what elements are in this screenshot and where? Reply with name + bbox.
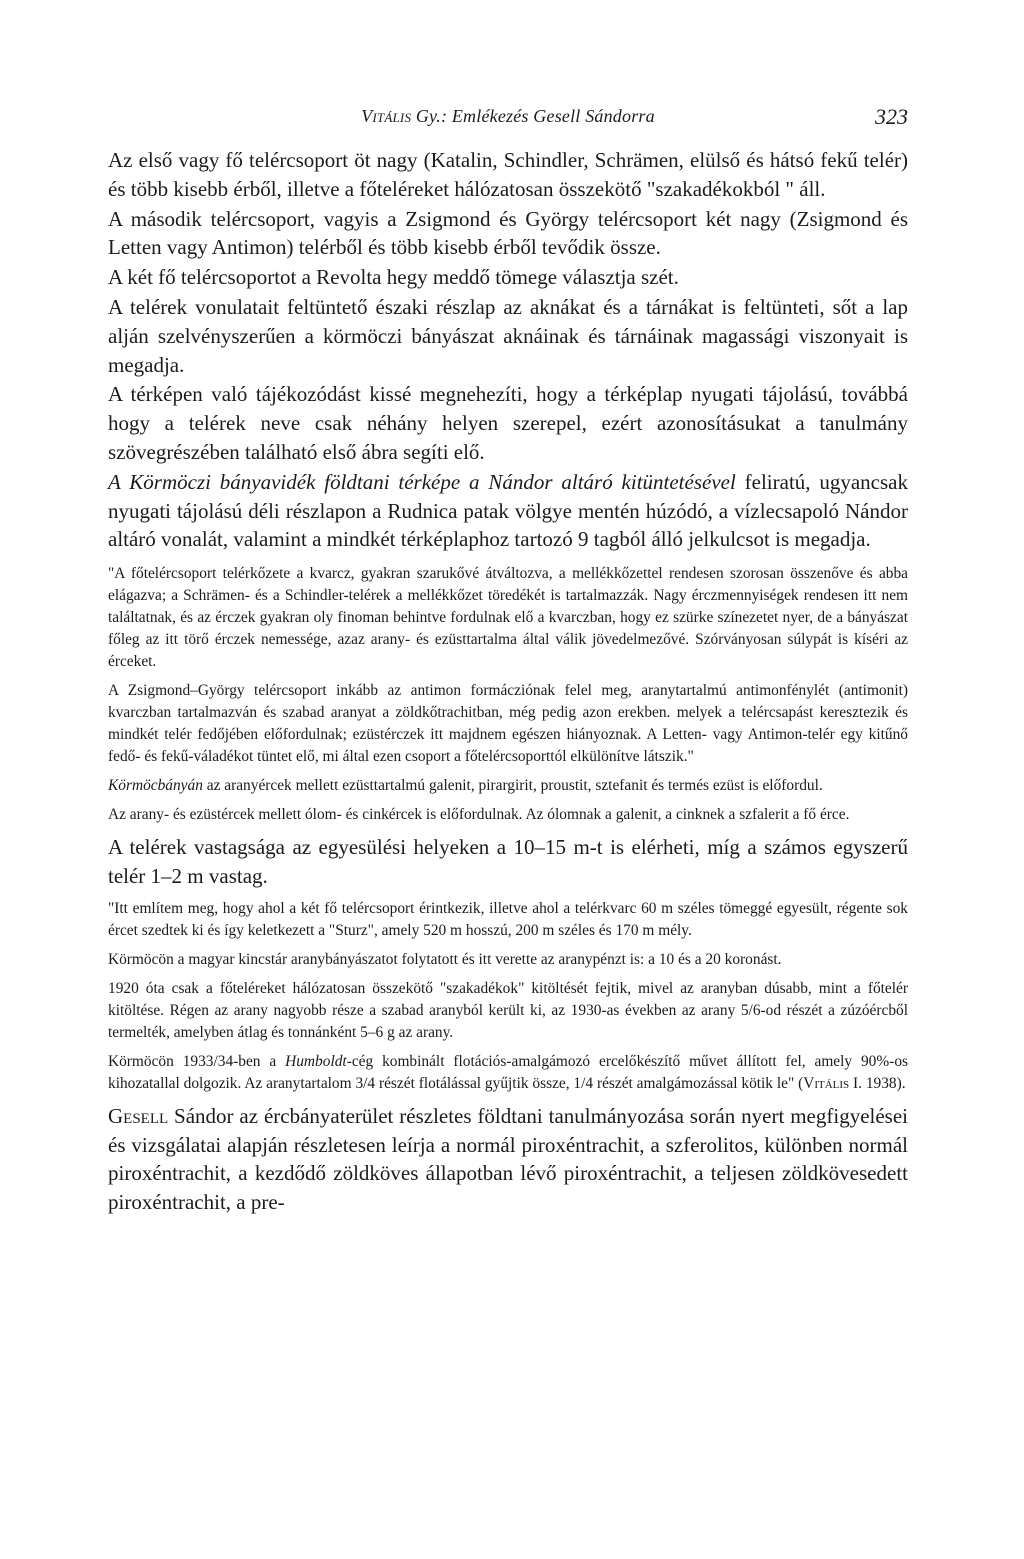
running-title-author: Vitális	[361, 106, 412, 126]
quote-sturz: "Itt említem meg, hogy ahol a két fő telércsoport érintkezik, illetve ahol a telérkvarc 60 m széles tömeggé egyesült, régente sok ércet szedtek ki és így keletkezett a "Sturz", amely 520 m hosszú, 200 m széles és 170 m mély.	[108, 899, 908, 939]
company-name-italic: Humboldt	[285, 1052, 347, 1070]
paragraph-southern-map-sheet-text: feliratú, ugyancsak nyugati tájolású déli részlapon a Rudnica patak völgye mentén húzódó, a vízlecsapoló Nándor altáró vonalát, valamint a mindkét térképlaphoz tartozó 9 tagból álló jelkulcsot is megadja.	[108, 469, 908, 552]
page-number: 323	[875, 104, 908, 129]
note-treasury-mining: Körmöcön a magyar kincstár aranybányászatot folytatott és itt verette az aranypénzt is: a 10 és a 20 koronást.	[108, 950, 782, 968]
note-since-1920: 1920 óta csak a főteléreket hálózatosan összekötő "szakadékok" kitöltését fejtik, mivel az aranyban dúsabb, mint a főtelér kitöltése. Régen az arany nagyobb része a szabad aranyból került ki, az 1930-as években az arany 5/6-od részét a zúzóércből termelték, amelyben átlag és tonnánként 5–6 g az arany.	[108, 979, 908, 1041]
paragraph-second-vein-group: A második telércsoport, vagyis a Zsigmond és György telércsoport két nagy (Zsigmond és Letten vagy Antimon) telérből és több kisebb érből tevődik össze.	[108, 206, 908, 260]
note-humboldt-plant-text-b: -cég kombinált flotációs-amalgámozó ercelőkészítő művet állított fel, amely 90%-os kihozatallal dolgozik. Az aranytartalom 3/4 részét flotálással gyűjtik össze, 1/4 részét amalgámozással kötik le" (	[108, 1052, 908, 1092]
paragraph-first-vein-group: Az első vagy fő telércsoport öt nagy (Katalin, Schindler, Schrämen, elülső és hátsó fekű telér) és több kisebb érből, illetve a főteléreket hálózatosan összekötő "szakadékokból " áll.	[108, 148, 908, 201]
paragraph-southern-map-sheet	[108, 468, 908, 554]
quote-zsigmond-gyorgy: A Zsigmond–György telércsoport inkább az antimon formácziónak felel meg, aranytartalmú antimonfénylét (antimonit) kvarczban tartalmazván és szabad aranyat a zöldkőtrachitban, még pedig azon erekben. melyek a telércsapást keresztezik és mindkét telér fedőjében előfordulnak; ezüstérczek itt majdnem egészen hiányoznak. A Letten- vagy Antimon-telér egy kitűnő fedő- és fekű-váladékot tüntet elő, mi által ezen csoport a főtelércsoporttól elkülönítve látszik."	[108, 682, 908, 766]
place-name-italic: Körmöcbányán	[108, 777, 203, 795]
citation-author: Vitális	[803, 1074, 850, 1092]
quote-main-vein-rock: "A főtelércsoport telérkőzete a kvarcz, gyakran szarukővé átváltozva, a mellékkőzettel rendesen szorosan összenőve és abba elágazva; a Schrämen- és a Schindler-telérek a mellékkőzet töredékét is tartalmazzák. Nagy érczmennyiségek rendesen itt nem találtatnak, és az érczek gyakran oly finoman behintve fordulnak elő a kvarczban, hogy ez szürke színezetet nyer, de a bányászat főleg az itt törő érczek nemessége, azaz arany- és ezüsttartalma által válik jövedelmezővé. Szórványosan súlypát is kíséri az érceket.	[108, 565, 908, 671]
paragraph-gesell-description-text: Sándor az ércbányaterület részletes földtani tanulmányozása során nyert megfigyelései és vizsgálatai alapján részletesen leírja a normál piroxéntrachit, a szferolitos, különben normál piroxéntrachit, a kezdődő zöldköves állapotban lévő piroxéntrachit, a teljesen zöldkövesedett piroxéntrachit, a pre-	[108, 1103, 908, 1215]
note-kormocbanya-ores	[108, 775, 908, 797]
paragraph-northern-map-sheet: A telérek vonulatait feltüntető északi részlap az aknákat és a tárnákat is feltünteti, sőt a lap alján szelvényszerűen a körmöczi bányászat aknáinak és tárnáinak magassági viszonyait is megadja.	[108, 294, 908, 377]
paragraph-vein-thickness: A telérek vastagsága az egyesülési helyeken a 10–15 m-t is elérheti, míg a számos egyszerű telér 1–2 m vastag.	[108, 835, 908, 888]
note-humboldt-plant-text-a: Körmöcön 1933/34-ben a	[108, 1052, 286, 1070]
paragraph-revolta-hill: A két fő telércsoportot a Revolta hegy meddő tömege választja szét.	[108, 265, 679, 290]
running-title	[108, 106, 908, 127]
author-name-smallcaps: Gesell	[108, 1103, 169, 1128]
note-lead-zinc-ores: Az arany- és ezüstércek mellett ólom- és cinkércek is előfordulnak. Az ólomnak a galenit, a cinknek a szfalerit a fő érce.	[108, 806, 850, 824]
running-title-text: Gy.: Emlékezés Gesell Sándorra	[411, 106, 655, 126]
paragraph-map-orientation: A térképen való tájékozódást kissé megnehezíti, hogy a térképlap nyugati tájolású, továbbá hogy a telérek neve csak néhány helyen szerepel, ezért azonosításukat a tanulmány szövegrészében található első ábra segíti elő.	[108, 382, 908, 464]
running-header	[108, 104, 908, 134]
page-body	[108, 146, 908, 1217]
note-humboldt-plant-text-c: I. 1938).	[849, 1074, 906, 1092]
note-kormocbanya-ores-text: az aranyércek mellett ezüsttartalmú galenit, pirargirit, proustit, sztefanit és termés ezüst is előfordul.	[202, 777, 823, 795]
map-title-italic: A Körmöczi bányavidék földtani térképe a Nándor altáró kitüntetésével	[108, 469, 736, 494]
paragraph-gesell-description	[108, 1102, 908, 1217]
note-humboldt-plant	[108, 1051, 908, 1095]
